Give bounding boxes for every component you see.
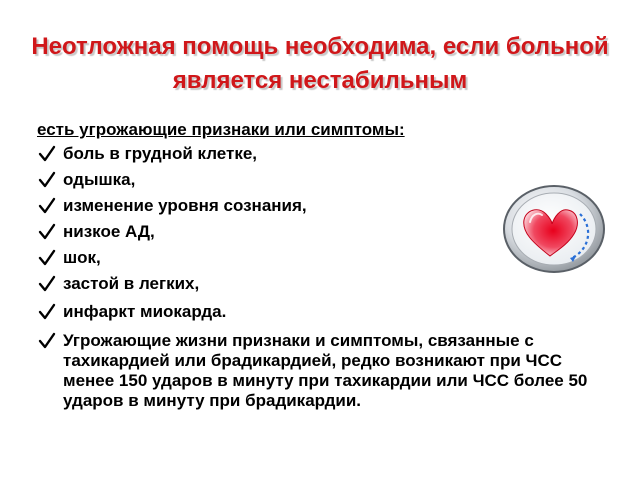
list-item-text: одышка, xyxy=(63,170,136,189)
list-item xyxy=(37,330,597,411)
intro-text: есть угрожающие признаки или симптомы: xyxy=(37,120,405,139)
checkmark-icon xyxy=(38,275,56,293)
slide-title: Неотложная помощь необходима, если больной является нестабильным xyxy=(31,33,609,94)
list-item-text: инфаркт миокарда. xyxy=(63,302,227,321)
checkmark-icon xyxy=(38,303,56,321)
checkmark-icon xyxy=(38,145,56,163)
checkmark-icon xyxy=(38,223,56,241)
list-item-text: застой в легких, xyxy=(63,274,200,293)
checkmark-icon xyxy=(38,171,56,189)
list-item-text: боль в грудной клетке, xyxy=(63,144,258,163)
checkmark-icon xyxy=(38,332,56,350)
checkmark-icon xyxy=(38,249,56,267)
list-item xyxy=(37,144,597,170)
checkmark-icon xyxy=(38,197,56,215)
list-item-text: Угрожающие жизни признаки и симптомы, связанные с тахикардией или брадикардией, редко возникают при ЧСС менее 150 ударов в минуту при тахикардии или ЧСС более 50 ударов в минуту при брадикардии. xyxy=(63,331,588,410)
list-item xyxy=(37,274,597,300)
list-item-text: изменение уровня сознания, xyxy=(63,196,307,215)
list-item-text: шок, xyxy=(63,248,101,267)
list-item xyxy=(37,300,597,330)
list-item-text: низкое АД, xyxy=(63,222,155,241)
heart-monitor-icon xyxy=(502,184,606,274)
